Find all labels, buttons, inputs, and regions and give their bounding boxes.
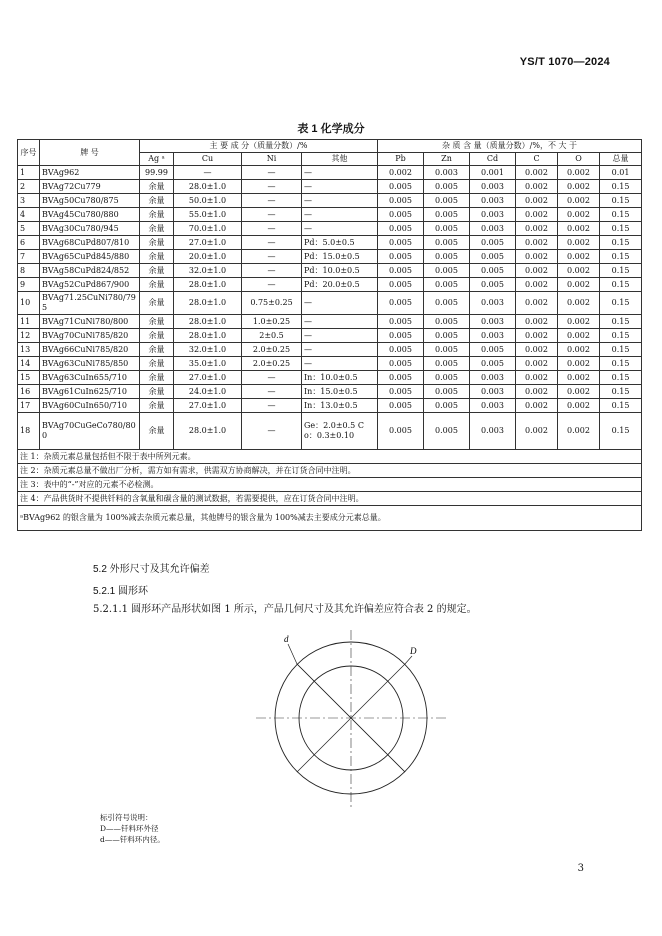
cell-value: 1.0±0.25 (242, 315, 302, 329)
cell-value: 0.005 (378, 315, 424, 329)
cell-value: 0.005 (470, 264, 516, 278)
cell-value: 0.001 (470, 166, 516, 180)
cell-value: — (242, 399, 302, 413)
table-row (18, 166, 642, 180)
cell-value: 余量 (140, 399, 174, 413)
header-zn: Zn (424, 153, 470, 166)
cell-value: 0.005 (378, 180, 424, 194)
cell-grade: BVAg65CuPd845/880 (40, 250, 140, 264)
cell-grade: BVAg63CuNi785/850 (40, 357, 140, 371)
cell-value: 0.005 (378, 222, 424, 236)
section-5-2-1-heading: 5.2.1 圆形环 (93, 586, 149, 597)
cell-value: 0.003 (470, 413, 516, 450)
cell-grade: BVAg60CuIn650/710 (40, 399, 140, 413)
cell-value: 0.003 (470, 371, 516, 385)
cell-value: In：13.0±0.5 (302, 399, 378, 413)
cell-value: 2.0±0.25 (242, 357, 302, 371)
table-footnote-a: ᵃBVAg962 的银含量为 100%减去杂质元素总量，其他牌号的银含量为 100%减去主要成分元素总量。 (18, 506, 642, 531)
header-cu: Cu (174, 153, 242, 166)
cell-value: Pd：20.0±0.5 (302, 278, 378, 292)
cell-value: 余量 (140, 278, 174, 292)
cell-value: In：10.0±0.5 (302, 371, 378, 385)
cell-value: 0.005 (424, 343, 470, 357)
cell-value: 24.0±1.0 (174, 385, 242, 399)
cell-value: 0.15 (600, 180, 642, 194)
cell-value: 0.005 (378, 208, 424, 222)
table-row (18, 371, 642, 385)
cell-value: 0.002 (558, 329, 600, 343)
cell-value: 0.003 (470, 329, 516, 343)
cell-value: 0.003 (470, 194, 516, 208)
cell-value: 0.002 (558, 250, 600, 264)
cell-value: 余量 (140, 371, 174, 385)
cell-value: 0.003 (470, 315, 516, 329)
cell-value: 0.005 (378, 264, 424, 278)
cell-value: — (302, 292, 378, 315)
cell-value: 0.002 (558, 278, 600, 292)
cell-value: 0.15 (600, 357, 642, 371)
cell-value: 0.15 (600, 208, 642, 222)
cell-value: 0.005 (424, 329, 470, 343)
cell-value: 0.005 (470, 236, 516, 250)
cell-value: 0.005 (424, 357, 470, 371)
cell-value: Pd：15.0±0.5 (302, 250, 378, 264)
cell-value: 0.15 (600, 315, 642, 329)
cell-value: 0.005 (424, 278, 470, 292)
cell-value: 0.002 (516, 264, 558, 278)
cell-value: 0.005 (378, 343, 424, 357)
cell-value: 0.005 (378, 250, 424, 264)
cell-value: 0.005 (424, 236, 470, 250)
chemical-composition-table (17, 139, 642, 531)
cell-value: 余量 (140, 357, 174, 371)
cell-value: 28.0±1.0 (174, 413, 242, 450)
cell-seq: 1 (18, 166, 40, 180)
header-pb: Pb (378, 153, 424, 166)
cell-seq: 11 (18, 315, 40, 329)
cell-value: 0.15 (600, 236, 642, 250)
cell-value: 0.005 (378, 292, 424, 315)
table-note-4: 注 4：产品供货时不提供钎料的含氧量和碳含量的测试数据，若需要提供，应在订货合同中注明。 (18, 492, 642, 506)
cell-value: 20.0±1.0 (174, 250, 242, 264)
table-row (18, 399, 642, 413)
table-row (18, 264, 642, 278)
cell-value: 余量 (140, 236, 174, 250)
cell-value: 余量 (140, 292, 174, 315)
cell-seq: 4 (18, 208, 40, 222)
table-row (18, 343, 642, 357)
cell-value: 0.005 (378, 399, 424, 413)
cell-value: 27.0±1.0 (174, 371, 242, 385)
cell-seq: 16 (18, 385, 40, 399)
page-number: 3 (577, 863, 584, 874)
cell-value: 35.0±1.0 (174, 357, 242, 371)
cell-seq: 3 (18, 194, 40, 208)
cell-value: 0.002 (558, 399, 600, 413)
cell-value: 0.002 (516, 292, 558, 315)
table-row (18, 357, 642, 371)
cell-grade: BVAg70CuNi785/820 (40, 329, 140, 343)
cell-value: — (302, 315, 378, 329)
header-ni: Ni (242, 153, 302, 166)
cell-seq: 5 (18, 222, 40, 236)
cell-value: 余量 (140, 385, 174, 399)
cell-value: 0.15 (600, 399, 642, 413)
cell-value: — (242, 264, 302, 278)
cell-value: 0.002 (516, 329, 558, 343)
cell-grade: BVAg30Cu780/945 (40, 222, 140, 236)
cell-value: 0.005 (424, 315, 470, 329)
cell-value: 0.15 (600, 343, 642, 357)
table-row (18, 292, 642, 315)
cell-value: 0.005 (424, 208, 470, 222)
cell-value: 0.003 (424, 166, 470, 180)
section-5-2-heading: 5.2 外形尺寸及其允许偏差 (93, 564, 210, 575)
cell-value: — (302, 357, 378, 371)
cell-value: 0.002 (516, 250, 558, 264)
cell-value: 0.002 (516, 278, 558, 292)
cell-value: 0.15 (600, 278, 642, 292)
cell-seq: 17 (18, 399, 40, 413)
header-ag: Ag ᵃ (140, 153, 174, 166)
cell-value: — (242, 371, 302, 385)
cell-grade: BVAg52CuPd867/900 (40, 278, 140, 292)
table-row (18, 315, 642, 329)
cell-value: Pd：10.0±0.5 (302, 264, 378, 278)
legend-title: 标引符号说明： (100, 813, 153, 822)
cell-value: 0.15 (600, 292, 642, 315)
cell-value: 0.005 (424, 292, 470, 315)
cell-value: 0.15 (600, 329, 642, 343)
section-5-2-1-1-text: 5.2.1.1 圆形环产品形状如图 1 所示，产品几何尺寸及其允许偏差应符合表 2 的规定。 (93, 604, 477, 615)
table-row (18, 413, 642, 450)
cell-value: 0.002 (558, 357, 600, 371)
cell-value: 0.15 (600, 413, 642, 450)
cell-value: 0.01 (600, 166, 642, 180)
cell-value: 0.005 (424, 180, 470, 194)
cell-value: 余量 (140, 315, 174, 329)
cell-value: 0.005 (424, 194, 470, 208)
cell-value: — (174, 166, 242, 180)
cell-seq: 9 (18, 278, 40, 292)
cell-value: — (242, 222, 302, 236)
cell-value: 0.005 (424, 399, 470, 413)
cell-value: 0.005 (378, 236, 424, 250)
cell-value: 32.0±1.0 (174, 264, 242, 278)
cell-value: 0.003 (470, 385, 516, 399)
cell-seq: 14 (18, 357, 40, 371)
cell-value: — (242, 166, 302, 180)
cell-value: 70.0±1.0 (174, 222, 242, 236)
table-note-2: 注 2：杂质元素总量不做出厂分析，需方如有需求，供需双方协商解决，并在订货合同中注明。 (18, 464, 642, 478)
cell-value: — (302, 194, 378, 208)
cell-value: 0.005 (378, 278, 424, 292)
cell-value: 55.0±1.0 (174, 208, 242, 222)
cell-value: 0.005 (378, 329, 424, 343)
cell-value: 0.003 (470, 208, 516, 222)
cell-value: — (302, 208, 378, 222)
cell-value: — (302, 343, 378, 357)
table-row (18, 236, 642, 250)
cell-value: 余量 (140, 250, 174, 264)
D-leader (405, 656, 412, 664)
cell-value: 0.005 (470, 357, 516, 371)
cell-value: — (242, 278, 302, 292)
header-o: O (558, 153, 600, 166)
standard-number: YS/T 1070—2024 (519, 56, 610, 68)
table-note-3: 注 3：表中的“-”对应的元素不必检测。 (18, 478, 642, 492)
cell-value: 99.99 (140, 166, 174, 180)
cell-value: 0.002 (516, 399, 558, 413)
table-row (18, 194, 642, 208)
cell-value: 28.0±1.0 (174, 180, 242, 194)
cell-value: 0.002 (378, 166, 424, 180)
cell-value: 0.003 (470, 222, 516, 236)
cell-value: 0.002 (558, 180, 600, 194)
cell-value: 0.005 (470, 250, 516, 264)
cell-value: 0.002 (516, 222, 558, 236)
cell-value: 0.002 (558, 264, 600, 278)
cell-value: — (302, 222, 378, 236)
cell-value: 2.0±0.25 (242, 343, 302, 357)
cell-value: 28.0±1.0 (174, 292, 242, 315)
cell-value: 0.005 (424, 264, 470, 278)
cell-seq: 12 (18, 329, 40, 343)
cell-value: Ge：2.0±0.5 Co：0.3±0.10 (302, 413, 378, 450)
cell-seq: 6 (18, 236, 40, 250)
cell-value: 0.005 (424, 371, 470, 385)
table-row (18, 329, 642, 343)
cell-value: 0.005 (378, 371, 424, 385)
header-total: 总量 (600, 153, 642, 166)
cell-seq: 15 (18, 371, 40, 385)
cell-value: 0.005 (378, 357, 424, 371)
table-row (18, 385, 642, 399)
cell-value: — (302, 166, 378, 180)
cell-value: 0.002 (558, 166, 600, 180)
table-row (18, 180, 642, 194)
cell-value: 0.15 (600, 371, 642, 385)
cell-seq: 13 (18, 343, 40, 357)
cell-value: 0.002 (558, 222, 600, 236)
cell-value: 余量 (140, 329, 174, 343)
cell-value: — (242, 250, 302, 264)
cell-grade: BVAg63CuIn655/710 (40, 371, 140, 385)
cell-value: 0.002 (558, 385, 600, 399)
cell-value: 0.005 (378, 194, 424, 208)
cell-value: — (242, 236, 302, 250)
header-other: 其他 (302, 153, 378, 166)
cell-value: 32.0±1.0 (174, 343, 242, 357)
cell-value: In：15.0±0.5 (302, 385, 378, 399)
cell-value: 27.0±1.0 (174, 399, 242, 413)
cell-value: 0.002 (516, 385, 558, 399)
cell-value: — (242, 180, 302, 194)
d-leader (288, 644, 297, 664)
cell-value: 余量 (140, 343, 174, 357)
cell-value: 0.005 (470, 343, 516, 357)
header-seq: 序号 (18, 140, 40, 166)
cell-seq: 10 (18, 292, 40, 315)
header-grade: 牌 号 (40, 140, 140, 166)
cell-value: 0.005 (424, 413, 470, 450)
cell-grade: BVAg70CuGeCo780/800 (40, 413, 140, 450)
cell-value: 0.005 (424, 250, 470, 264)
cell-value: 27.0±1.0 (174, 236, 242, 250)
cell-seq: 18 (18, 413, 40, 450)
cell-grade: BVAg58CuPd824/852 (40, 264, 140, 278)
cell-value: 0.002 (558, 292, 600, 315)
cell-value: 余量 (140, 194, 174, 208)
cell-value: 0.15 (600, 250, 642, 264)
table-row (18, 208, 642, 222)
cell-value: — (302, 180, 378, 194)
cell-value: — (302, 329, 378, 343)
cell-value: 0.002 (516, 166, 558, 180)
table-row (18, 250, 642, 264)
cell-value: 余量 (140, 222, 174, 236)
cell-value: 0.002 (558, 343, 600, 357)
cell-value: 0.002 (516, 315, 558, 329)
header-main-group: 主 要 成 分（质量分数）/% (140, 140, 378, 153)
cell-value: 0.002 (516, 180, 558, 194)
cell-value: 2±0.5 (242, 329, 302, 343)
cell-seq: 2 (18, 180, 40, 194)
cell-value: — (242, 194, 302, 208)
cell-value: 28.0±1.0 (174, 329, 242, 343)
cell-value: 0.002 (558, 194, 600, 208)
cell-value: 50.0±1.0 (174, 194, 242, 208)
cell-grade: BVAg962 (40, 166, 140, 180)
table-title: 表 1 化学成分 (297, 123, 365, 135)
cell-value: 余量 (140, 180, 174, 194)
cell-value: 余量 (140, 208, 174, 222)
cell-value: 0.75±0.25 (242, 292, 302, 315)
cell-value: 0.003 (470, 399, 516, 413)
label-D: D (410, 646, 417, 656)
cell-value: 28.0±1.0 (174, 315, 242, 329)
cell-value: 0.002 (558, 413, 600, 450)
cell-grade: BVAg50Cu780/875 (40, 194, 140, 208)
cell-value: 0.003 (470, 292, 516, 315)
cell-value: — (242, 413, 302, 450)
header-c: C (516, 153, 558, 166)
cell-value: 0.002 (516, 208, 558, 222)
table-row (18, 278, 642, 292)
cell-value: 0.002 (558, 208, 600, 222)
cell-value: 0.002 (558, 315, 600, 329)
cell-grade: BVAg45Cu780/880 (40, 208, 140, 222)
cell-value: 0.15 (600, 385, 642, 399)
cell-value: 0.002 (516, 194, 558, 208)
cell-grade: BVAg61CuIn625/710 (40, 385, 140, 399)
cell-seq: 7 (18, 250, 40, 264)
cell-value: 0.002 (516, 343, 558, 357)
header-impurity-group: 杂 质 含 量（质量分数）/%，不 大 于 (378, 140, 642, 153)
table-note-1: 注 1：杂质元素总量包括但不限于表中所列元素。 (18, 450, 642, 464)
cell-value: 0.15 (600, 194, 642, 208)
legend-item-D: D——钎料环外径 (100, 824, 159, 833)
cell-value: 余量 (140, 413, 174, 450)
cell-value: 0.005 (378, 413, 424, 450)
legend-item-d: d——钎料环内径。 (100, 835, 165, 844)
cell-value: 0.005 (378, 385, 424, 399)
cell-value: — (242, 385, 302, 399)
cell-value: 0.005 (424, 385, 470, 399)
table-row (18, 222, 642, 236)
cell-value: 余量 (140, 264, 174, 278)
cell-value: 0.005 (424, 222, 470, 236)
cell-grade: BVAg72Cu779 (40, 180, 140, 194)
figure-round-ring (250, 630, 450, 810)
cell-grade: BVAg71CuNi780/800 (40, 315, 140, 329)
cell-value: Pd：5.0±0.5 (302, 236, 378, 250)
cell-value: 0.15 (600, 222, 642, 236)
header-cd: Cd (470, 153, 516, 166)
cell-grade: BVAg68CuPd807/810 (40, 236, 140, 250)
cell-value: 0.002 (558, 371, 600, 385)
cell-value: 28.0±1.0 (174, 278, 242, 292)
cell-value: 0.002 (516, 371, 558, 385)
cell-value: 0.002 (558, 236, 600, 250)
cell-grade: BVAg71.25CuNi780/795 (40, 292, 140, 315)
cell-value: 0.002 (516, 236, 558, 250)
cell-value: 0.002 (516, 413, 558, 450)
cell-value: 0.003 (470, 180, 516, 194)
cell-value: 0.005 (470, 278, 516, 292)
cell-seq: 8 (18, 264, 40, 278)
cell-value: 0.15 (600, 264, 642, 278)
label-d: d (284, 634, 289, 644)
cell-grade: BVAg66CuNi785/820 (40, 343, 140, 357)
cell-value: — (242, 208, 302, 222)
cell-value: 0.002 (516, 357, 558, 371)
